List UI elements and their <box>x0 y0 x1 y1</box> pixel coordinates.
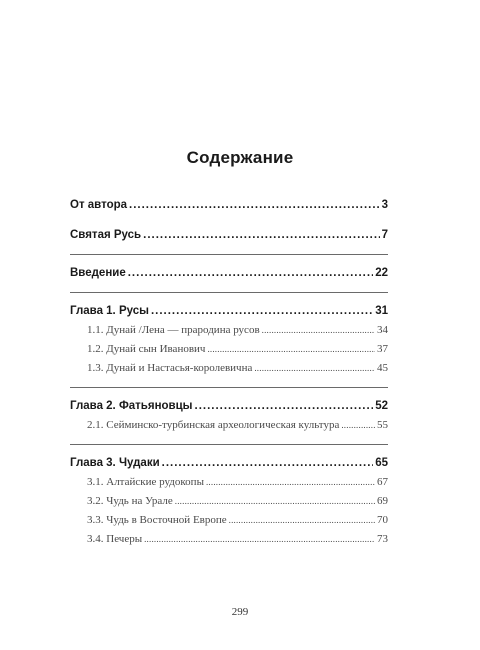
toc-subentry[interactable] <box>70 359 388 378</box>
toc-entry-label: Глава 3. Чудаки <box>70 457 160 469</box>
toc-subentry-page: 70 <box>377 514 388 526</box>
toc-subentry-label: 3.4. Печеры <box>87 533 143 545</box>
toc-entry-page: 22 <box>375 267 388 279</box>
dot-leader <box>151 302 373 321</box>
toc-section <box>70 454 388 549</box>
toc-entry-page: 31 <box>375 305 388 317</box>
dot-leader <box>341 416 375 435</box>
dot-leader <box>207 340 375 359</box>
page-title: Содержание <box>186 148 294 167</box>
toc-subentry-label: 1.2. Дунай сын Иванович <box>87 343 206 355</box>
toc-subentry-label: 2.1. Сейминско-турбинская археологическая культура <box>87 419 340 431</box>
toc-subentry-label: 3.1. Алтайские рудокопы <box>87 476 204 488</box>
dot-leader <box>128 264 373 283</box>
toc-subentry[interactable] <box>70 321 388 340</box>
dot-leader <box>262 321 375 340</box>
toc-section <box>70 397 388 445</box>
toc-entry-page: 7 <box>381 229 388 241</box>
toc-subentry-page: 34 <box>377 324 388 336</box>
toc-entry-label: От автора <box>70 199 128 211</box>
toc-entry-label: Святая Русь <box>70 229 142 241</box>
toc-subentry-page: 37 <box>377 343 388 355</box>
dot-leader <box>162 454 374 473</box>
toc-section <box>70 302 388 388</box>
toc-subentry[interactable] <box>70 340 388 359</box>
toc-entry-label: Глава 1. Русы <box>70 305 149 317</box>
toc-entry-page: 65 <box>375 457 388 469</box>
page-number: 299 <box>231 606 249 618</box>
toc-entry[interactable] <box>70 397 388 416</box>
toc-section <box>70 226 388 255</box>
toc-subentry[interactable] <box>70 416 388 435</box>
dot-leader <box>175 492 375 511</box>
toc-section <box>70 264 388 293</box>
toc-subentry-page: 45 <box>377 362 388 374</box>
toc-section <box>70 196 388 215</box>
dot-leader <box>206 473 375 492</box>
toc-entry-page: 52 <box>375 400 388 412</box>
dot-leader <box>229 511 375 530</box>
toc-entry-label: Введение <box>70 267 126 279</box>
toc-subentry-label: 3.3. Чудь в Восточной Европе <box>87 514 227 526</box>
toc-entry-label: Глава 2. Фатьяновцы <box>70 400 193 412</box>
toc-subentry-page: 73 <box>377 533 388 545</box>
toc-subentry[interactable] <box>70 492 388 511</box>
toc-entry[interactable] <box>70 454 388 473</box>
toc-subentry[interactable] <box>70 511 388 530</box>
toc-subentry-page: 55 <box>377 419 388 431</box>
toc-entry-page: 3 <box>381 199 388 211</box>
toc-subentry-page: 69 <box>377 495 388 507</box>
toc-subentry-label: 1.1. Дунай /Лена — прародина русов <box>87 324 260 336</box>
toc-subentry-label: 3.2. Чудь на Урале <box>87 495 173 507</box>
dot-leader <box>195 397 374 416</box>
toc-subentry[interactable] <box>70 473 388 492</box>
toc-entry[interactable] <box>70 196 388 215</box>
dot-leader <box>144 530 375 549</box>
toc-entry[interactable] <box>70 302 388 321</box>
dot-leader <box>129 196 380 215</box>
dot-leader <box>143 226 379 245</box>
toc-subentry-page: 67 <box>377 476 388 488</box>
toc-entry[interactable] <box>70 264 388 283</box>
toc-subentry[interactable] <box>70 530 388 549</box>
toc-entry[interactable] <box>70 226 388 245</box>
toc-subentry-label: 1.3. Дунай и Настасья-королевична <box>87 362 253 374</box>
dot-leader <box>254 359 375 378</box>
table-of-contents <box>70 196 388 560</box>
